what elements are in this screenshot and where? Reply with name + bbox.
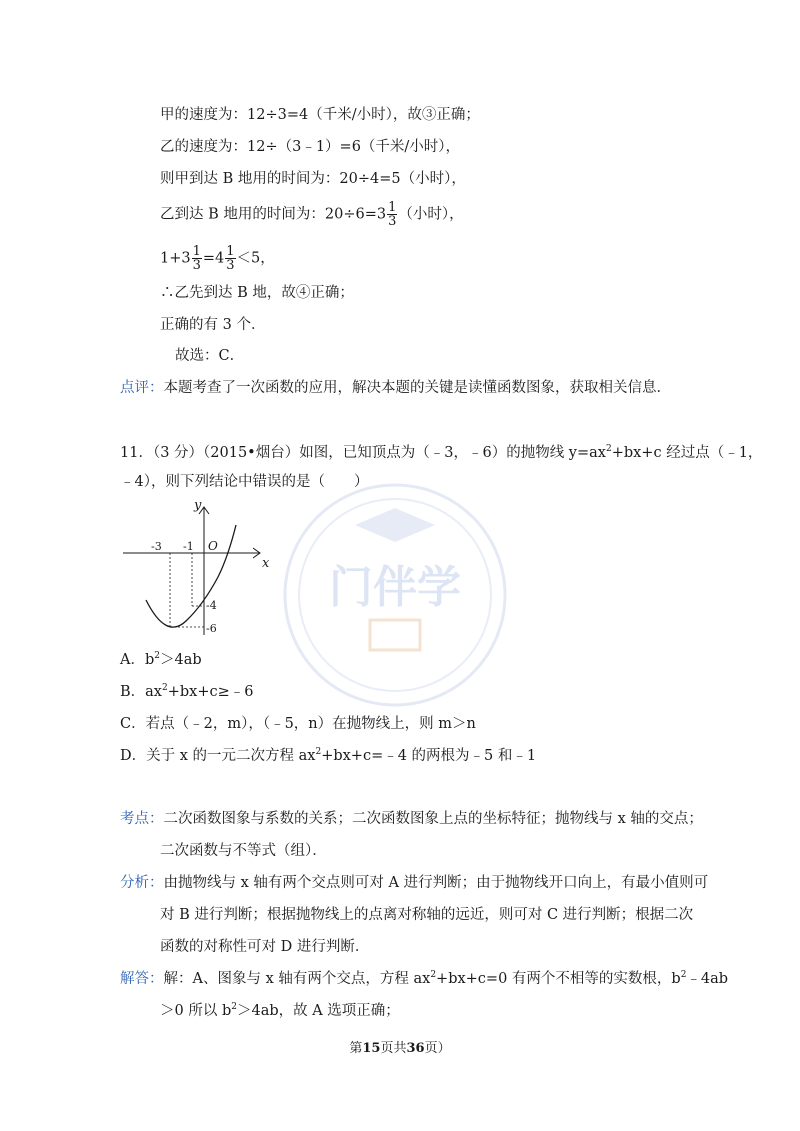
superscript: 2 (154, 651, 160, 661)
watermark-logo (270, 470, 520, 720)
kaodian-row-1 (120, 809, 703, 829)
option-d (120, 746, 536, 766)
solution-line-5 (160, 245, 275, 272)
fraction-numerator: 1 (388, 200, 397, 215)
superscript: 2 (430, 970, 437, 980)
jieda-row-1 (120, 969, 728, 989)
x-axis-label: x (262, 556, 270, 571)
option-b-text: B．ax (120, 684, 162, 700)
comment-text: 本题考查了一次函数的应用，解决本题的关键是读懂函数图象，获取相关信息． (163, 380, 671, 396)
solution-line-5-mid: =4 (202, 250, 225, 267)
solution-line-4 (160, 201, 464, 228)
watermark-text: 门伴学 (329, 562, 461, 613)
option-a (120, 650, 202, 670)
fraction (225, 245, 235, 272)
solution-line-8: 故选：C． (175, 348, 245, 364)
fraction-numerator: 1 (226, 244, 235, 259)
solution-line-6: ∴乙先到达 B 地，故④正确； (160, 285, 354, 301)
fraction-denominator: 3 (192, 258, 201, 273)
comment-row (120, 378, 671, 398)
fraction-denominator: 3 (226, 258, 235, 273)
solution-line-3: 则甲到达 B 地用的时间为：20÷4=5（小时）， (160, 171, 466, 187)
option-a-text: A．b (120, 652, 155, 668)
footer-page-number: 15 (362, 1041, 381, 1056)
fenxi-row-1 (120, 873, 708, 893)
jieda-text-1b: +bx+c=0 有两个不相等的实数根，b (436, 971, 681, 987)
solution-line-2: 乙的速度为：12÷（3﹣1）=6（千米/小时）， (160, 139, 461, 155)
solution-line-4-text: 乙到达 B 地用的时间为：20÷6= (160, 206, 377, 223)
question-text: 11．（3 分）（2015•烟台）如图，已知顶点为（﹣3，﹣6）的抛物线 y=ax (120, 445, 606, 461)
page-footer (0, 1040, 800, 1058)
question-line-2: ﹣4），则下列结论中错误的是（ ） (120, 474, 369, 490)
y-axis-label: y (194, 498, 202, 513)
comment-label: 点评： (120, 380, 164, 396)
solution-line-5-tail: ＜5， (236, 250, 275, 267)
jieda-text-2b: ＞4ab，故 A 选项正确； (236, 1003, 400, 1019)
footer-post: 页） (424, 1041, 451, 1056)
tick-label-neg4: -4 (206, 599, 217, 612)
kaodian-row-2: 二次函数与不等式（组）． (160, 843, 327, 859)
solution-line-7: 正确的有 3 个． (160, 317, 266, 333)
origin-label: O (208, 539, 218, 553)
fenxi-row-2: 对 B 进行判断；根据抛物线上的点离对称轴的远近，则可对 C 进行判断；根据二次 (160, 907, 694, 923)
question-text-tail: +bx+c 经过点（﹣1， (611, 445, 763, 461)
fraction-numerator: 1 (192, 244, 201, 259)
tick-label-neg6: -6 (206, 622, 217, 635)
superscript: 2 (231, 1002, 237, 1012)
jieda-label: 解答： (120, 971, 164, 987)
jieda-text-1: 解：A、图象与 x 轴有两个交点，方程 ax (163, 971, 431, 987)
fenxi-row-3: 函数的对称性可对 D 进行判断． (160, 939, 370, 955)
fenxi-label: 分析： (120, 875, 164, 891)
option-d-tail: +bx+c=﹣4 的两根为﹣5 和﹣1 (321, 748, 537, 764)
option-d-text: D．关于 x 的一元二次方程 ax (120, 748, 316, 764)
superscript: 2 (315, 747, 322, 757)
fraction (387, 201, 397, 228)
superscript: 2 (605, 444, 612, 454)
watermark-emblem-icon (270, 470, 520, 720)
fraction (192, 245, 202, 272)
superscript: 2 (680, 970, 687, 980)
jieda-text-2: ＞0 所以 b (160, 1003, 232, 1019)
option-c: C．若点（﹣2，m），（﹣5，n）在抛物线上，则 m＞n (120, 716, 476, 732)
solution-line-5-text: 1+3 (160, 250, 191, 267)
footer-total-pages: 36 (406, 1041, 425, 1056)
option-b-tail: +bx+c≥﹣6 (167, 684, 254, 700)
option-a-tail: ＞4ab (160, 652, 202, 668)
fenxi-text-1: 由抛物线与 x 轴有两个交点则可对 A 进行判断；由于抛物线开口向上，有最小值则可 (163, 875, 709, 891)
solution-line-4-tail: （小时）， (398, 206, 464, 223)
option-b (120, 682, 253, 702)
fraction-denominator: 3 (388, 214, 397, 229)
kaodian-text-1: 二次函数图象与系数的关系；二次函数图象上点的坐标特征；抛物线与 x 轴的交点； (163, 811, 703, 827)
jieda-text-1c: ﹣4ab (686, 971, 729, 987)
parabola-graph (118, 495, 268, 645)
kaodian-label: 考点： (120, 811, 164, 827)
question-line-1 (120, 443, 762, 463)
mixed-number-whole: 3 (376, 206, 387, 223)
solution-line-1: 甲的速度为：12÷3=4（千米/小时），故③正确； (160, 107, 480, 123)
superscript: 2 (161, 683, 168, 693)
footer-mid: 页共 (380, 1041, 407, 1056)
footer-pre: 第 (349, 1041, 363, 1056)
tick-label-neg3: -3 (151, 540, 162, 553)
tick-label-neg1: -1 (183, 540, 194, 553)
jieda-row-2 (160, 1001, 400, 1021)
